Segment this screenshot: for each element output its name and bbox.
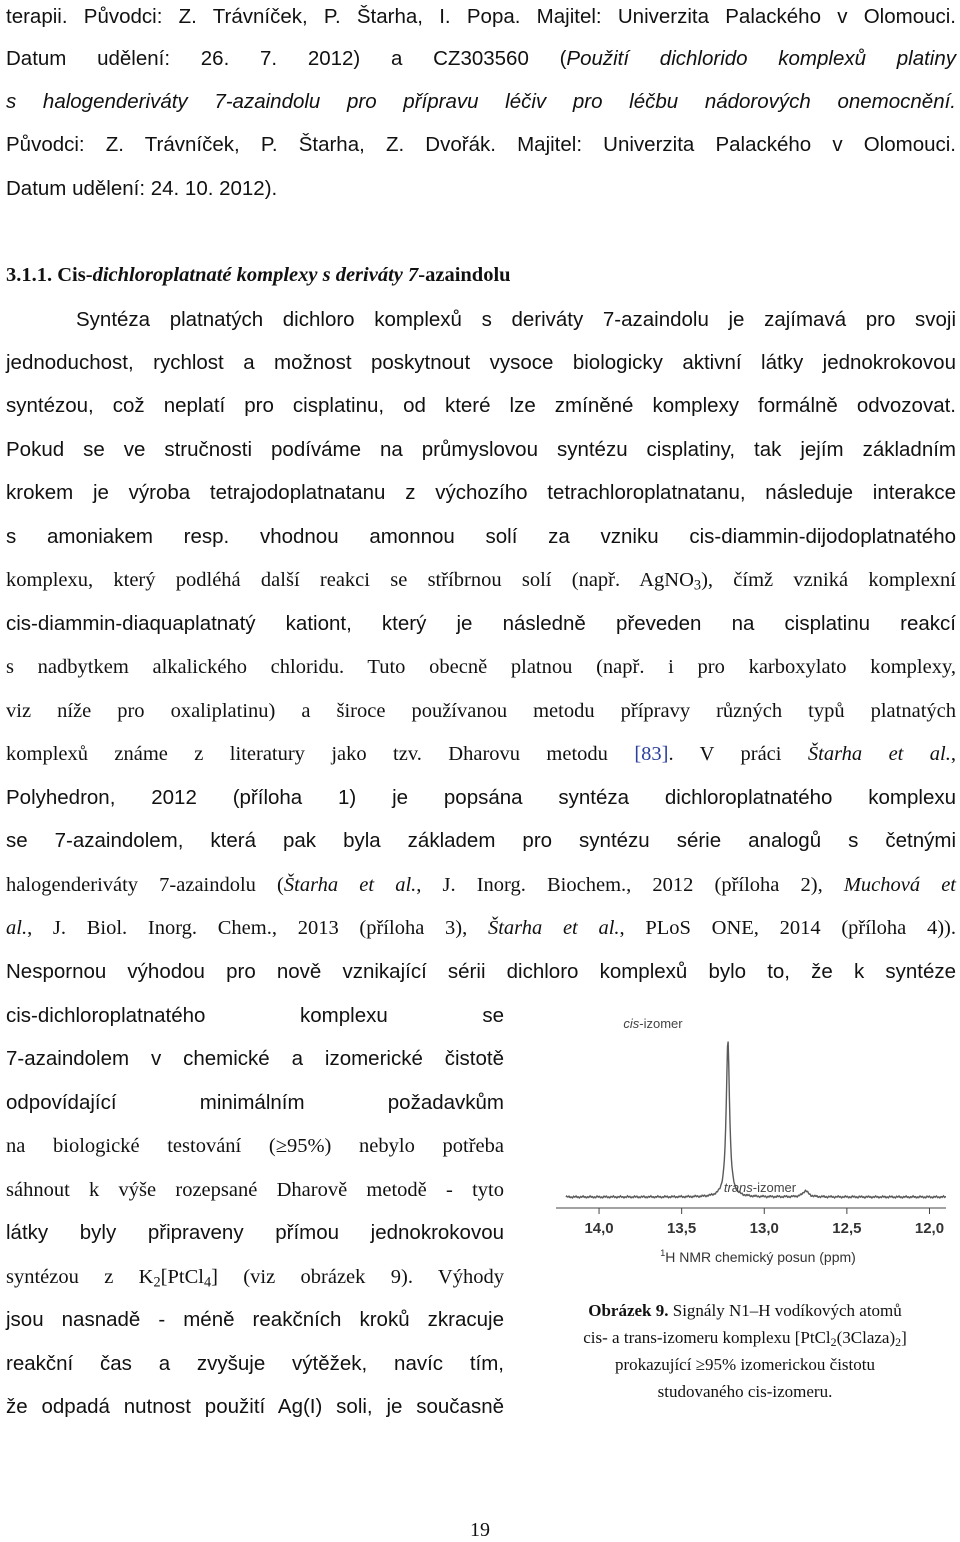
text-line xyxy=(6,698,956,724)
text-segment: jsou nasnadě - méně reakčních kroků zkracuje xyxy=(6,1308,504,1331)
text-line xyxy=(6,1394,504,1420)
caption-segment: Signály N1–H vodíkových atomů xyxy=(668,1301,902,1320)
x-ticks xyxy=(584,1208,944,1237)
text-segment: Použití dichlorido komplexů platiny xyxy=(566,47,956,70)
text-line xyxy=(76,307,956,333)
cis-isomer-label: cis-izomer xyxy=(623,1016,683,1031)
x-tick-label: 12,0 xyxy=(914,1220,945,1237)
text-line xyxy=(6,1090,504,1116)
text-line xyxy=(6,1177,504,1203)
text-segment: Polyhedron, 2012 (příloha 1) je popsána syntéza dichloroplatnatého komplexu xyxy=(6,786,956,809)
text-segment: cis-diammin-diaquaplatnatý kationt, který je následně převeden na cisplatinu reakcí xyxy=(6,612,956,635)
text-segment: komplexu, který podléhá další reakci se stříbrnou solí (např. AgNO xyxy=(6,569,694,591)
text-line xyxy=(6,828,956,854)
text-line xyxy=(6,785,956,811)
text-segment: Syntéza platnatých dichloro komplexů s deriváty 7-azaindolu je zajímavá pro svoji xyxy=(76,308,956,331)
text-segment: dichloroplatnaté komplexy s deriváty 7 xyxy=(92,264,419,286)
text-segment: terapii. Původci: Z. Trávníček, P. Štarha, I. Popa. Majitel: Univerzita Palackého v Olomouci. xyxy=(6,5,956,28)
trans-isomer-label: trans-izomer xyxy=(723,1180,797,1195)
text-segment: s nadbytkem alkalického chloridu. Tuto obecně platnou (např. i pro karboxylato komplexy, xyxy=(6,656,956,678)
x-tick-label: 12,5 xyxy=(832,1220,862,1237)
text-line xyxy=(6,176,956,202)
text-line xyxy=(6,1351,504,1377)
text-segment: odpovídající minimálním požadavkům xyxy=(6,1091,504,1114)
citation-link[interactable]: [83] xyxy=(634,743,669,765)
text-line xyxy=(6,89,956,115)
caption-segment: (3Claza) xyxy=(836,1328,896,1347)
text-segment: s halogenderiváty 7-azaindolu pro přípravu léčiv pro léčbu nádorových onemocnění. xyxy=(6,90,956,113)
text-line xyxy=(6,959,956,985)
text-segment: Nespornou výhodou pro nově vznikající sérii dichloro komplexů bylo to, že k syntéze xyxy=(6,960,956,983)
section-heading xyxy=(6,262,956,288)
text-segment: syntézou, což neplatí pro cisplatinu, od které lze zmíněné komplexy formálně odvozovat. xyxy=(6,394,956,417)
text-segment: al. xyxy=(6,917,28,939)
text-segment: látky byly připraveny přímou jednokrokovou xyxy=(6,1221,504,1244)
text-segment: 4 xyxy=(203,1274,212,1291)
text-segment: , xyxy=(950,743,956,765)
text-segment: syntézou z K xyxy=(6,1266,154,1288)
text-segment: s amoniakem resp. vhodnou amonnou solí za vzniku cis-diammin-dijodoplatnatého xyxy=(6,525,956,548)
text-line xyxy=(6,611,956,637)
text-line xyxy=(6,4,956,30)
text-segment: , J. Biol. Inorg. Chem., 2013 (příloha 3), xyxy=(27,917,488,939)
text-line xyxy=(6,1220,504,1246)
caption-segment: 2 xyxy=(895,1334,902,1349)
text-line xyxy=(6,1046,504,1072)
caption-segment: cis- a trans-izomeru komplexu [PtCl xyxy=(583,1328,831,1347)
caption-line xyxy=(530,1352,960,1378)
text-segment: se 7-azaindolem, která pak byla základem pro syntézu série analogů s četnými xyxy=(6,829,956,852)
text-line xyxy=(6,1133,504,1159)
text-segment: na biologické testování (≥95%) nebylo potřeba xyxy=(6,1135,504,1157)
text-segment: Datum udělení: 26. 7. 2012) a CZ303560 ( xyxy=(6,47,567,70)
text-line xyxy=(6,1264,504,1290)
caption-line xyxy=(530,1379,960,1405)
text-segment: krokem je výroba tetrajodoplatnatanu z výchozího tetrachloroplatnatanu, následuje interakce xyxy=(6,481,956,504)
text-segment: Štarha et al. xyxy=(283,874,417,896)
text-line xyxy=(6,654,956,680)
text-line xyxy=(6,872,956,898)
text-segment: Pokud se ve stručnosti podíváme na průmyslovou syntézu cisplatiny, tak jejím základním xyxy=(6,438,956,461)
text-segment: , PLoS ONE, 2014 (příloha 4)). xyxy=(619,917,956,939)
text-segment: halogenderiváty 7-azaindolu ( xyxy=(6,874,284,896)
caption-segment: prokazující ≥95% izomerickou čistotu xyxy=(614,1355,875,1374)
text-segment: 3.1.1. Cis- xyxy=(6,264,93,286)
nmr-spectrum-figure xyxy=(548,1000,958,1300)
text-segment: reakční čas a zvyšuje výtěžek, navíc tím, xyxy=(6,1352,504,1375)
text-line xyxy=(6,567,956,593)
text-line xyxy=(6,524,956,550)
caption-segment: studovaného cis-izomeru. xyxy=(657,1382,833,1401)
text-segment: ] (viz obrázek 9). Výhody xyxy=(211,1266,504,1288)
page-number: 19 xyxy=(470,1519,490,1541)
text-line xyxy=(6,1307,504,1333)
text-line xyxy=(6,350,956,376)
text-segment: Štarha et al. xyxy=(807,743,951,765)
text-line xyxy=(6,46,956,72)
text-segment: Datum udělení: 24. 10. 2012). xyxy=(6,177,278,200)
x-tick-label: 14,0 xyxy=(584,1220,614,1237)
caption-segment: ] xyxy=(901,1328,907,1347)
x-tick-label: 13,0 xyxy=(749,1220,779,1237)
text-segment: sáhnout k výše rozepsané Dharově metodě - tyto xyxy=(6,1179,504,1201)
caption-segment: 2 xyxy=(830,1334,837,1349)
text-line xyxy=(6,132,956,158)
text-segment: viz níže pro oxaliplatinu) a široce používanou metodu přípravy různých typů platnatých xyxy=(6,700,956,722)
text-line xyxy=(6,915,956,941)
text-segment: 7-azaindolem v chemické a izomerické čistotě xyxy=(6,1047,504,1070)
text-segment: 2 xyxy=(153,1274,161,1291)
text-segment: cis-dichloroplatnatého komplexu se xyxy=(6,1004,504,1027)
text-line xyxy=(6,741,956,767)
text-segment: ), čímž vzniká komplexní xyxy=(701,569,957,591)
x-axis-label: $^1$H NMR chemický posun (ppm) xyxy=(660,1248,856,1265)
text-segment: , J. Inorg. Biochem., 2012 (příloha 2), xyxy=(416,874,844,896)
text-line xyxy=(6,1003,504,1029)
caption-line xyxy=(530,1298,960,1324)
text-segment: Muchová et xyxy=(843,874,956,896)
text-segment: Štarha et al. xyxy=(487,917,620,939)
spectrum-line xyxy=(566,1042,946,1198)
caption-line xyxy=(530,1325,960,1351)
x-tick-label: 13,5 xyxy=(667,1220,697,1237)
text-segment: Původci: Z. Trávníček, P. Štarha, Z. Dvořák. Majitel: Univerzita Palackého v Olomouci. xyxy=(6,133,956,156)
text-line xyxy=(6,393,956,419)
text-line xyxy=(6,480,956,506)
text-segment: 3 xyxy=(693,577,702,594)
text-segment: jednoduchost, rychlost a možnost poskytnout vysoce biologicky aktivní látky jednokrokovou xyxy=(6,351,956,374)
text-segment: že odpadá nutnost použití Ag(I) soli, je současně xyxy=(6,1395,504,1418)
text-segment: komplexů známe z literatury jako tzv. Dharovu metodu xyxy=(6,743,635,765)
caption-segment: Obrázek 9. xyxy=(588,1301,669,1320)
text-segment: -azaindolu xyxy=(418,264,511,286)
text-line xyxy=(6,437,956,463)
text-segment: [PtCl xyxy=(160,1266,204,1288)
text-segment: . V práci xyxy=(668,743,808,765)
